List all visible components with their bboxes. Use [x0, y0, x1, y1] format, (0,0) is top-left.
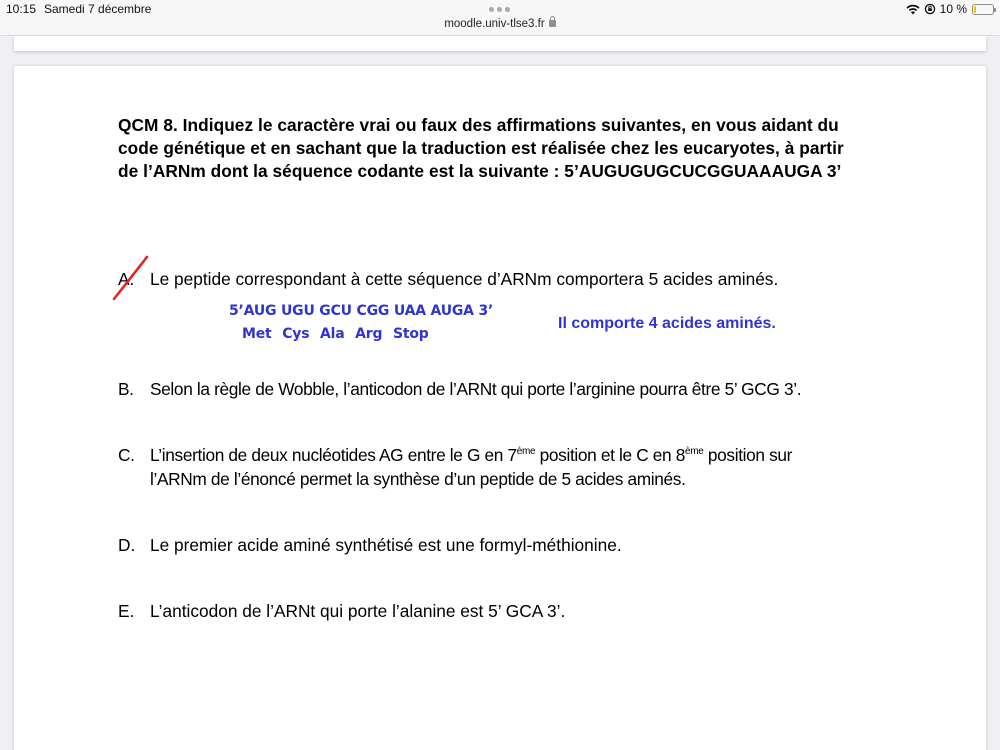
question-title: [118, 114, 898, 183]
battery-percent: 10 %: [939, 2, 967, 16]
statement-text: Selon la règle de Wobble, l’anticodon de l’ARNt qui porte l’arginine pourra être 5’ GCG 3’.: [150, 379, 802, 399]
status-indicators: [906, 2, 994, 16]
status-date: Samedi 7 décembre: [44, 2, 152, 16]
statement-text: Le peptide correspondant à cette séquence d’ARNm comportera 5 acides aminés.: [150, 269, 779, 289]
address-bar[interactable]: [0, 18, 1000, 30]
text-fragment: position et le C en 8: [535, 445, 686, 465]
answer-note: Il comporte 4 acides aminés.: [558, 315, 776, 332]
statement-letter: D.: [118, 535, 136, 555]
battery-icon: [972, 4, 994, 15]
text-fragment: L’insertion de deux nucléotides AG entre le G en 7: [150, 445, 517, 465]
orientation-lock-icon: [924, 3, 936, 15]
statement-letter: A.: [118, 269, 135, 289]
amino-acids-annotation: Met Cys Ala Arg Stop: [242, 326, 429, 342]
statement-letter: C.: [118, 445, 135, 465]
url-text: moodle.univ-tlse3.fr: [444, 18, 545, 30]
statement-letter: E.: [118, 601, 135, 621]
superscript: ème: [685, 446, 704, 457]
statement-text-line1: [150, 443, 792, 467]
statement-text-line2: l’ARNm de l’énoncé permet la synthèse d’un peptide de 5 acides aminés.: [150, 469, 686, 489]
red-strike-mark: [111, 255, 151, 303]
statement-text: Le premier acide aminé synthétisé est une formyl-méthionine.: [150, 535, 622, 555]
question-title-line: code génétique et en sachant que la traduction est réalisée chez les eucaryotes, à partir: [118, 138, 844, 158]
question-title-line: QCM 8. Indiquez le caractère vrai ou faux des affirmations suivantes, en vous aidant du: [118, 115, 839, 135]
question-title-line: de l’ARNm dont la séquence codante est la suivante : 5’AUGUGUGCUCGGUAAAUGA 3’: [118, 161, 842, 181]
previous-page: [14, 36, 986, 51]
status-time: 10:15: [6, 2, 37, 16]
browser-top-bar: [0, 0, 1000, 36]
wifi-icon: [906, 4, 920, 15]
statement-text: L’anticodon de l’ARNt qui porte l’alanine est 5’ GCA 3’.: [150, 601, 566, 621]
more-dots-icon[interactable]: [489, 7, 510, 12]
statement-letter: B.: [118, 379, 134, 399]
document-page: [14, 66, 986, 750]
text-fragment: position sur: [703, 445, 793, 465]
lock-icon: [549, 20, 556, 27]
codon-sequence-annotation: 5’AUG UGU GCU CGG UAA AUGA 3’: [229, 303, 494, 319]
superscript: ème: [516, 446, 536, 457]
